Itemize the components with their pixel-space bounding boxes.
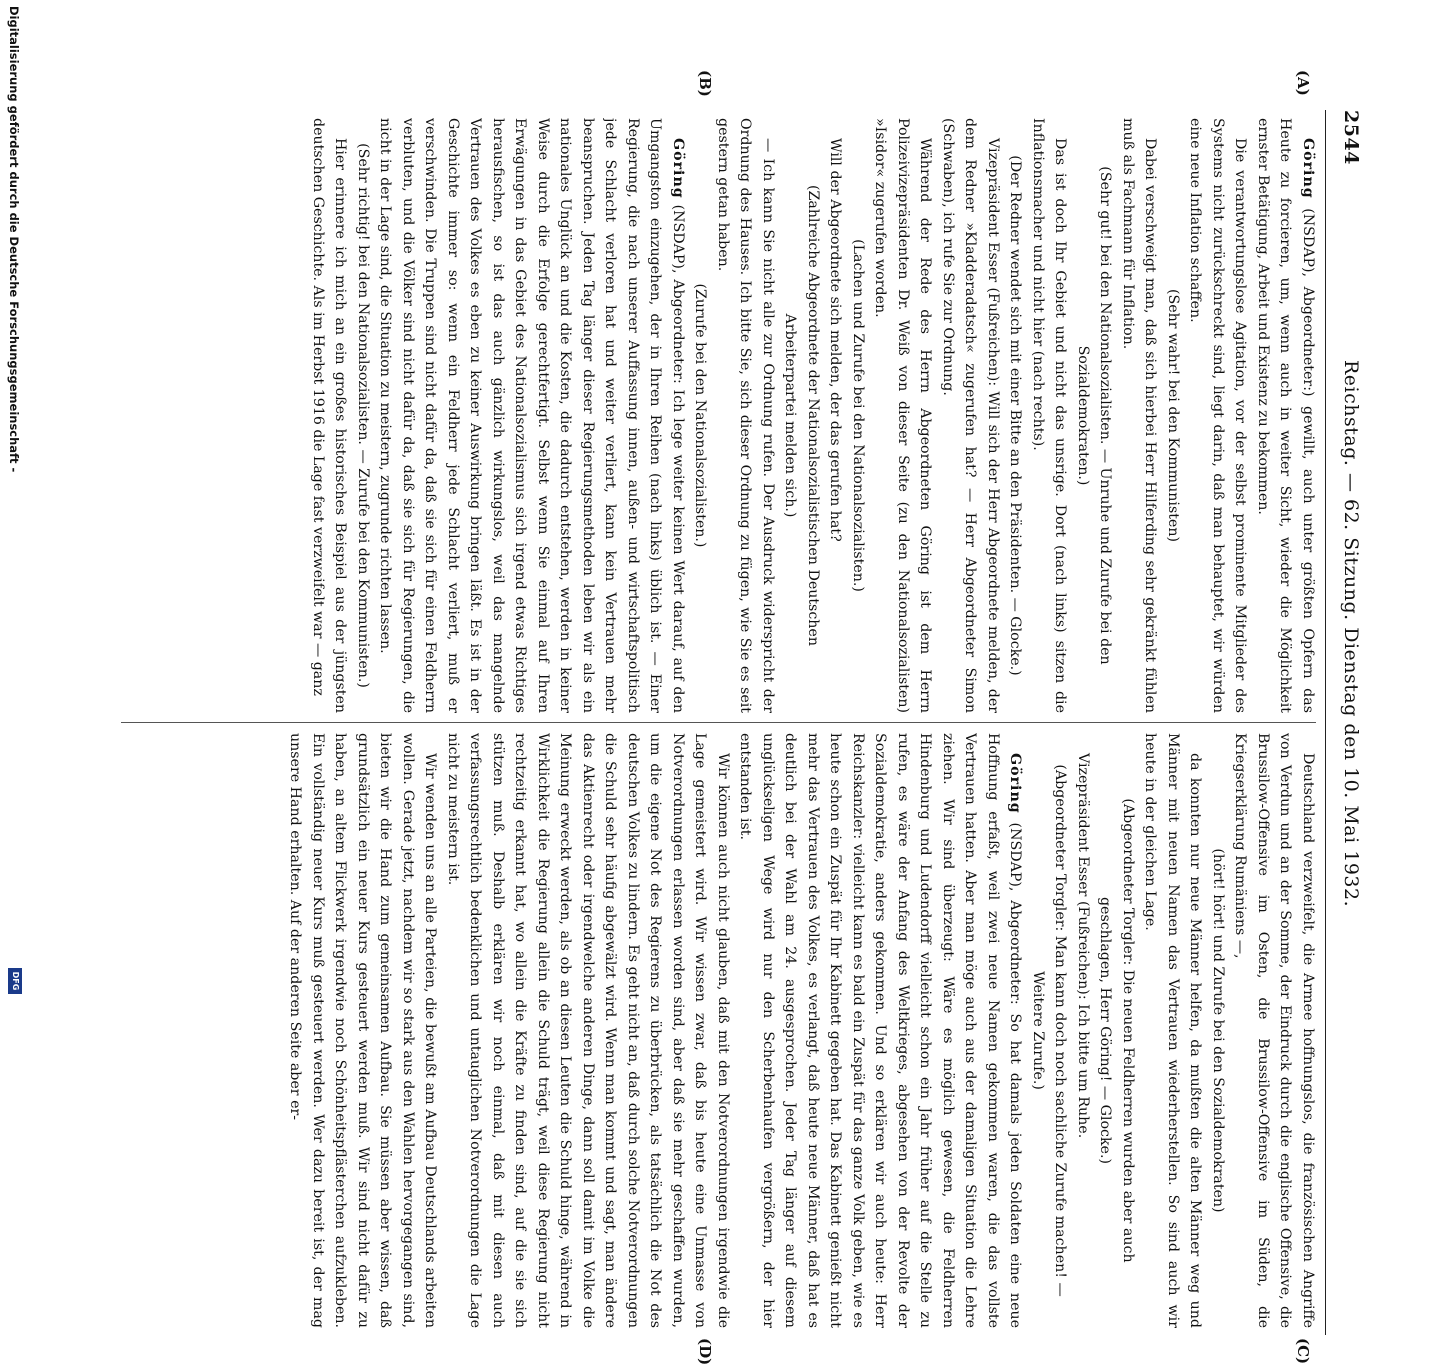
stage-direction: (Sehr wahr! bei den Kommunisten) (1165, 289, 1181, 542)
paragraph (712, 118, 780, 713)
stage-direction: (Zurufe bei den Nationalsozialisten.) (692, 283, 709, 548)
paragraph (1072, 733, 1095, 1328)
stage-direction: (Zahlreiche Abgeordnete der Nationalsozialistischen Deutschen Arbeiterpartei melden sich.) (782, 185, 821, 646)
page-number: 2544 (1340, 110, 1362, 165)
paragraph-text: (NSDAP), Abgeordneter:) gewillt, auch unter größten Opfern das Heute zu forcieren, um, wenn auch in weiter Sicht, wieder die Möglichkeit ernster Betätigung, Arbeit und Existenz zu bekommen. (1255, 118, 1316, 713)
speaker-name: Göring (1007, 753, 1024, 814)
right-text-column (119, 733, 1319, 1328)
stage-direction: (Sehr gut! bei den Nationalsozialisten. — Unruhe und Zurufe bei den Sozialdemokraten.) (1075, 166, 1114, 665)
paragraph (374, 118, 689, 713)
paragraph-text: Wir wenden uns an alle Parteien, die bewußt am Aufbau Deutschlands arbeiten wollen. Gerade jetzt, nachdem wir so stark aus den Wahlen hervorgegangen sind, bieten wir die Hand zum gemeinsamen Aufbau. Sie müssen aber wissen, daß grundsätzlich ein neuer Kurs gesteuert werden muß. Wir sind nicht dafür zu haben, an altem Flickwerk irgendwie noch Schönheitspflästerchen aufzukleben. Ein vollständig neuer Kurs muß gesteuert werden. Wer dazu bereit ist, der mag unsere Hand erhalten. Auf der anderen Seite aber er- (287, 733, 439, 1328)
paragraph (1229, 733, 1319, 1328)
speaker-name: Göring (670, 138, 686, 199)
speaker-name: Göring (1300, 138, 1316, 199)
paragraph-text: — Ich kann Sie nicht alle zur Ordnung rufen. Der Ausdruck widerspricht der Ordnung des Hauses. Ich bitte Sie, sich dieser Ordnung zu fügen, wie Sie es seit gestern getan haben. (715, 118, 776, 713)
header-rule (1325, 110, 1326, 1335)
left-text-column (119, 118, 1319, 713)
stage-direction: (Abgeordneter Torgler: Man kann doch noch sachliche Zurufe machen! — Weitere Zurufe.) (1030, 764, 1069, 1297)
paragraph (1139, 733, 1207, 1328)
stage-direction: (hört! hört! und Zurufe bei den Sozialdemokraten) (1210, 848, 1226, 1213)
paragraph-text: Dabei verschweigt man, daß sich hierbei Herr Hilferding sehr gekränkt fühlen muß als Fachmann für Inflation. (1120, 118, 1159, 713)
paragraph (937, 118, 1005, 713)
paragraph-text: Das ist doch Ihr Gebiet und nicht das unsrige. Dort (nach links) sitzen die Inflationsmacher und nicht hier (nach rechts). (1030, 118, 1069, 713)
stage-direction: (Der Redner wendet sich mit einer Bitte an den Präsidenten. — Glocke.) (1007, 155, 1024, 676)
paragraph-text: Deutschland verzweifelt, die Armee hoffnungslos, die französischen Angriffe von Verdun und an der Somme, der Eindruck durch die englische Offensive, die Brussilow-Offensive im Osten, die Brussilow-Offensive im Süden, die Kriegserklärung Rumäniens —, (1232, 733, 1316, 1328)
paragraph (1184, 118, 1252, 713)
paragraph-text: Wir können auch nicht glauben, daß mit den Notverordnungen irgendwie die Lage gemeistert wird. Wir wissen zwar, daß bis heute eine Unmasse von Notverordnungen erlassen worden sind, aber daß sie mehr geschaffen wurden, um die eigene Not des Regierens zu überbrücken, als tatsächlich die Not des deutschen Volkes zu lindern. Es geht nicht an, daß durch solche Notverordnungen die Schuld sehr häufig abgewälzt wird. Wenn man kommt und sagt, man ändere das Aktienrecht oder irgendwelche anderen Dinge, dann soll damit im Volke die Meinung erweckt werden, als ob an diesen Leuten die Schuld hinge, während in Wirklichkeit die Regierung allein die Schuld trägt, weil diese Regierung nicht rechtzeitig erkannt hat, wo allein die Kräfte zu finden sind, auf die sie sich stützen muß. Deshalb erklären wir noch einmal, daß mit diesen auch verfassungsrechtlich bedenklichen und untauglichen Notverordnungen die Lage nicht zu meistern ist. (445, 733, 731, 1328)
paragraph (869, 118, 937, 713)
paragraph (824, 118, 847, 713)
digitization-footer (4, 0, 22, 1000)
margin-marker-c: (C) (1294, 1338, 1312, 1365)
stage-direction: (Lachen und Zurufe bei den Nationalsozialisten.) (850, 239, 866, 592)
margin-marker-d: (D) (696, 1338, 714, 1365)
running-title: Reichstag. — 62. Sitzung. Dienstag den 10. Mai 1932. (1340, 360, 1362, 908)
margin-marker-a: (A) (1294, 70, 1312, 96)
paragraph (1117, 118, 1162, 713)
footer-text: Digitalisierung gefördert durch die Deutsche Forschungsgemeinschaft - (7, 6, 21, 473)
stage-direction: (Sehr richtig! bei den Nationalsozialisten. — Zurufe bei den Kommunisten.) (355, 143, 371, 688)
paragraph-text: Vizepräsident Esser (Fußreichen): Will sich der Herr Abgeordnete melden, der dem Redner »Kladderadatsch« zugerufen hat? — Herr Abgeordneter Simon (Schwaben), ich rufe Sie zur Ordnung. (940, 118, 1001, 713)
paragraph-text: (NSDAP), Abgeordneter: So hat damals jeden Soldaten eine neue Hoffnung erfaßt, weil zwei neue Namen gekommen waren, die das vollste Vertrauen hatten. Aber man möge auch aus der damaligen Situation die Lehre ziehen. Wir sind überzeugt: Wäre es möglich gewesen, die Feldherren Hindenburg und Ludendorff vielleicht schon ein Jahr früher auf die Stelle zu rufen, es wäre der Anfang des Weltkrieges, abgesehen von der Revolte der Sozialdemokratie, anders gekommen. Und so erklären wir auch heute: Herr Reichskanzler: vielleicht kann es bald ein Zuspät für das ganze Volk geben, wie es heute schon ein Zuspät für Ihr Kabinett gegeben hat. Das Kabinett genießt nicht mehr das Vertrauen des Volkes, es verlangt, daß heute neue Männer, daß hat es deutlich bei der Wahl am 24. ausgesprochen. Jeder Tag länger auf diesem unglückseligen Wege wird nur den Scherbenhaufen vergrößern, der hier entstanden ist. (737, 733, 1024, 1328)
paragraph-text: Die verantwortungslose Agitation, vor der selbst prominente Mitglieder des Systems nicht zurückschreckt sind, liegt darin, daß man behauptet, wir würden eine neue Inflation schaffen. (1187, 118, 1249, 713)
paragraph-text: Vizepräsident Esser (Fußreichen): Ich bitte um Ruhe. (1075, 753, 1091, 1139)
paragraph-text: Will der Abgeordnete sich melden, der das gerufen hat? (827, 138, 844, 542)
page-header (1328, 110, 1362, 1330)
paragraph (307, 118, 352, 713)
paragraph-text: (NSDAP), Abgeordneter: Ich lege weiter keinen Wert darauf, auf den Umgangston einzugehen, der in Ihren Reihen (nach links) üblich ist. — Einer Regierung, die nach unserer Auffassung innen, außen- und wirtschaftspolitisch jede Schlacht verloren hat und weiter verliert, kann kein Vertrauen mehr beanspruchen. Jeden Tag länger dieser Regierungsmethoden leben wir als ein nationales Unglück an und die Kosten, die dadurch entstehen, werden in keiner Weise durch die Erfolge gerechtfertigt. Selbst wenn Sie einmal auf Ihren Erwägungen in das Gebiet des Nationalsozialismus sich irgend etwas Richtiges herausfischen, so ist das auch gänzlich wirkungslos, weil das mangelnde Vertrauen des Volkes es eben zu keiner Auswirkung bringen läßt. Es ist in der Geschichte immer so: wenn ein Feldherr jede Schlacht verliert, muß er verschwinden. Die Truppen sind nicht dafür da, daß sie sich für einen Feldherrn verbluten, und die Völker sind nicht dafür da, daß sie sich für Regierungen, die nicht in der Lage sind, die Situation zu meistern, zugrunde richten lassen. (377, 118, 686, 713)
paragraph-text: Während der Rede des Herrn Abgeordneten Göring ist dem Herrn Polizeivizepräsidenten Dr. Weiß von dieser Seite (zu den Nationalsozialisten) »Isidor« zugerufen worden. (872, 118, 934, 713)
stage-direction: (Abgeordneter Torgler: Die neuen Feldherren wurden aber auch geschlagen, Herr Göring! — Glocke.) (1097, 798, 1136, 1263)
paragraph (1252, 118, 1320, 713)
dfg-logo: DFG (8, 968, 22, 994)
column-divider (121, 722, 1316, 723)
paragraph-text: Hier erinnere ich mich an ein großes historisches Beispiel aus der jüngsten deutschen Geschichte. Als im Herbst 1916 die Lage fast verzweifelt war — ganz (310, 118, 349, 713)
paragraph (1027, 118, 1072, 713)
margin-marker-b: (B) (696, 70, 714, 97)
paragraph (284, 733, 442, 1328)
paragraph (442, 733, 735, 1328)
paragraph (734, 733, 1027, 1328)
paragraph-text: da konnten nur neue Männer helfen, da mußten die alten Männer weg und Männer mit neuen Namen das Vertrauen wiederherstellen. So sind auch wir heute in der gleichen Lage. (1142, 733, 1204, 1328)
